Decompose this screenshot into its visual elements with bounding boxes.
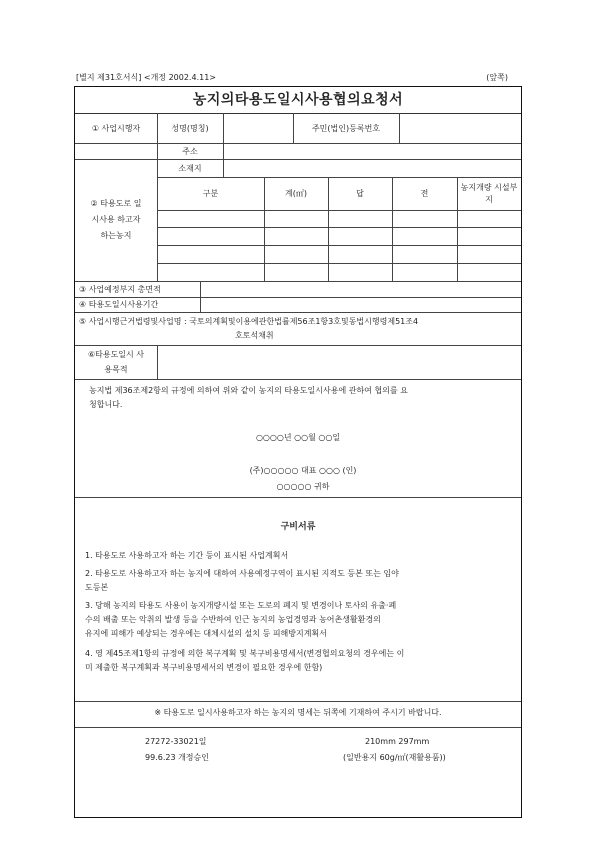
- basis-row: [79, 315, 519, 328]
- purpose-field[interactable]: [161, 345, 517, 379]
- location-field[interactable]: [227, 159, 517, 177]
- farmland-table-row[interactable]: [157, 263, 521, 281]
- col-improvement-site: 농지개량 시설부지: [460, 182, 518, 204]
- col-paddy: 답: [356, 189, 364, 198]
- basis-label: ⑤ 사업시행근거법령및사업명: [79, 317, 182, 326]
- col-total: 계(㎡): [285, 189, 307, 198]
- request-statement-continued: 청합니다.: [89, 400, 123, 409]
- paper-type: (일반용지 60g/㎡(재활용품)): [343, 753, 446, 762]
- page-side-label: (앞쪽): [486, 73, 508, 82]
- col-field: 전: [420, 189, 429, 198]
- applicant-label: ① 사업시행자: [91, 123, 141, 133]
- location-label: 소재지: [178, 163, 202, 173]
- farmland-table-row[interactable]: [157, 227, 521, 245]
- purpose-label: ⑥타용도일시 사 용목적: [87, 350, 145, 374]
- form-title: 농지의타용도일시사용협의요청서: [75, 87, 521, 114]
- document-item: 2. 타용도로 사용하고자 하는 농지에 대하여 사용예정구역이 표시된 지적도 등본 또는 임야 도등본: [85, 569, 399, 592]
- form-header: [76, 72, 522, 84]
- form-number: [별지 제31호서식] <개정 2002.4.11>: [76, 73, 216, 82]
- period-label: ④ 타용도일시사용기간: [79, 300, 159, 309]
- request-statement: 농지법 제36조제2항의 규정에 의하여 위와 같이 농지의 타용도일시사용에 관하여 협의를 요: [89, 386, 408, 395]
- col-category: 구분: [202, 189, 219, 198]
- address-field[interactable]: [227, 143, 517, 159]
- total-area-field[interactable]: [204, 281, 517, 297]
- registration-field[interactable]: [403, 113, 517, 143]
- form-code: 27272-33021일: [145, 737, 207, 746]
- farmland-table-row[interactable]: [157, 210, 521, 227]
- recipient: ○○○○○ 귀하: [276, 482, 330, 491]
- document-item: 3. 당해 농지의 타용도 사용이 농지개량시설 또는 도로의 폐지 및 변경이나 토사의 유출·폐 수의 배출 또는 악취의 발생 등을 수반하여 인근 농지의 농업경영과 농어촌생활환경의 유지에 피해가 예상되는 경우에는 대체시설의 설치 등 피해방지계획서: [85, 601, 397, 638]
- basis-value-continued: 호토석채취: [235, 331, 274, 340]
- approval-date: 99.6.23 개정승인: [145, 753, 209, 762]
- request-date: ○○○○년 ○○월 ○○일: [255, 433, 341, 442]
- registration-label: 주민(법인)등록번호: [311, 123, 381, 133]
- signer: (주)○○○○○ 대표 ○○○ (인): [249, 466, 357, 475]
- request-form: [74, 86, 522, 818]
- documents-title: 구비서류: [280, 522, 316, 532]
- name-field[interactable]: [227, 113, 291, 143]
- basis-value: : 국토의계획및이용에관한법률제56조1항3호및동법시행령제51조4: [184, 317, 419, 326]
- document-item: 1. 타용도로 사용하고자 하는 기간 등이 표시된 사업계획서: [85, 551, 289, 560]
- document-item: 4. 영 제45조제1항의 규정에 의한 복구계획 및 복구비용명세서(변경협의요청의 경우에는 이 미 제출한 복구계획과 복구비용명세서의 변경이 필요한 경우에 한함): [85, 649, 405, 672]
- address-label: 주소: [182, 146, 198, 156]
- farmland-label: ② 타용도로 일 시사용 하고자 하는농지: [90, 199, 142, 240]
- reverse-side-note: ※ 타용도로 일시사용하고자 하는 농지의 명세는 뒤쪽에 기재하여 주시기 바랍니다.: [154, 708, 442, 717]
- paper-size: 210mm 297mm: [365, 737, 430, 746]
- period-field[interactable]: [204, 297, 517, 312]
- name-label: 성명(명칭): [171, 123, 209, 133]
- farmland-table-row[interactable]: [157, 245, 521, 263]
- total-area-label: ③ 사업예정부지 총면적: [79, 284, 161, 294]
